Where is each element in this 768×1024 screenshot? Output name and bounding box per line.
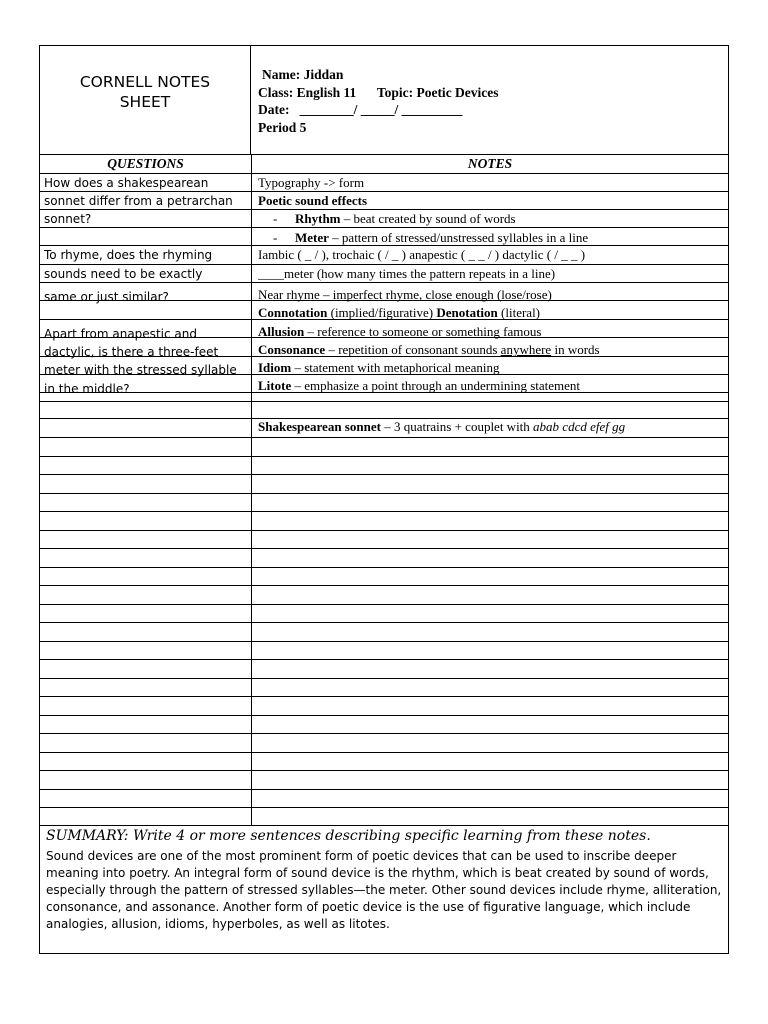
notes-heading: NOTES xyxy=(467,156,513,171)
rule xyxy=(40,789,728,790)
rule xyxy=(40,733,728,734)
term-allusion: Allusion xyxy=(258,324,305,339)
column-divider xyxy=(251,154,252,825)
note-line xyxy=(258,341,728,359)
rhyme-scheme: abab cdcd efef gg xyxy=(533,419,626,434)
note-line: Poetic sound effects xyxy=(258,193,368,208)
term-idiom: Idiom xyxy=(258,360,292,375)
rule xyxy=(40,474,728,475)
sheet-title-line-1: CORNELL NOTES xyxy=(79,73,211,91)
question-line: sonnet? xyxy=(44,212,92,226)
student-info-cell xyxy=(251,46,728,154)
rule xyxy=(40,659,728,660)
question-line: sounds need to be exactly xyxy=(44,267,203,281)
underlined-word: anywhere xyxy=(500,342,552,357)
summary-divider xyxy=(40,825,728,826)
rule xyxy=(40,641,728,642)
rule xyxy=(40,511,728,512)
rule xyxy=(40,437,728,438)
rule xyxy=(40,752,728,753)
class-topic-line xyxy=(258,84,728,102)
definition: – 3 quatrains + couplet with xyxy=(380,419,534,434)
note-line: Near rhyme – imperfect rhyme, close enough (lose/rose) xyxy=(258,287,552,302)
note-line: Iambic ( _ / ), trochaic ( / _ ) anapestic ( _ _ / ) dactylic ( / _ _ ) xyxy=(258,247,586,262)
rule xyxy=(40,770,728,771)
definition: (implied/figurative) xyxy=(327,305,437,320)
question-line: same or just similar? xyxy=(44,290,169,304)
rule xyxy=(40,715,728,716)
rule xyxy=(40,585,728,586)
summary-body: Sound devices are one of the most prominent form of poetic devices that can be used to inscribe deeper meaning into poetry. An integral form of sound device is the rhythm, which is beat created by sound of words, especially through the pattern of stressed syllables—the meter. Other sound devices include rhyme, alliteration, consonance, and assonance. Another form of poetic device is the use of figurative language, which include analogies, allusion, idioms, hyperboles, as well as litotes. xyxy=(46,849,722,931)
question-line: dactylic, is there a three-feet xyxy=(44,345,219,359)
term-connotation: Connotation xyxy=(258,305,328,320)
topic-label: Topic: xyxy=(376,84,414,100)
question-line: sonnet differ from a petrarchan xyxy=(44,194,233,208)
definition: – pattern of stressed/unstressed syllables in a line xyxy=(328,230,589,245)
rule xyxy=(40,807,728,808)
rule xyxy=(40,696,728,697)
question-line: How does a shakespearean xyxy=(44,176,209,190)
definition: (literal) xyxy=(497,305,541,320)
note-line xyxy=(258,359,728,377)
title-cell xyxy=(40,46,251,154)
summary-heading: SUMMARY: Write 4 or more sentences describing specific learning from these notes. xyxy=(46,828,651,844)
sheet-title-line-2: SHEET xyxy=(119,93,171,111)
rule xyxy=(40,456,728,457)
name-label: Name: xyxy=(262,67,301,82)
term-litote: Litote xyxy=(258,378,292,393)
definition: – emphasize a point through an undermining statement xyxy=(291,378,581,393)
note-line xyxy=(258,323,728,341)
name-line xyxy=(258,66,728,84)
note-line xyxy=(258,377,728,395)
questions-heading: QUESTIONS xyxy=(107,156,184,171)
note-line xyxy=(258,304,728,322)
question-line: To rhyme, does the rhyming xyxy=(44,248,213,262)
term-rhythm: Rhythm xyxy=(295,211,341,226)
note-line: - Meter – pattern of stressed/unstressed syllables in a line xyxy=(273,230,589,245)
rule xyxy=(40,548,728,549)
definition: in words xyxy=(551,342,600,357)
class-value: English 11 xyxy=(296,84,357,100)
rule xyxy=(40,622,728,623)
period-line: Period 5 xyxy=(258,119,307,135)
rule xyxy=(40,530,728,531)
definition: – beat created by sound of words xyxy=(340,211,516,226)
term-meter: Meter xyxy=(295,230,329,245)
note-line: Typography -> form xyxy=(258,175,365,190)
question-line: meter with the stressed syllable xyxy=(44,363,237,377)
definition: – statement with metaphorical meaning xyxy=(291,360,500,375)
term-denotation: Denotation xyxy=(436,305,498,320)
question-line: in the middle? xyxy=(44,382,130,396)
note-line xyxy=(258,418,728,436)
rule xyxy=(40,401,728,402)
term-shakespearean-sonnet: Shakespearean sonnet xyxy=(258,419,381,434)
rule xyxy=(40,567,728,568)
definition: – reference to someone or something famous xyxy=(304,324,542,339)
date-line: Date: ________/ _____/ _________ xyxy=(258,102,463,117)
sheet-title xyxy=(40,72,250,112)
rule xyxy=(40,604,728,605)
note-line: ____meter (how many times the pattern repeats in a line) xyxy=(258,266,556,281)
note-line: - Rhythm – beat created by sound of words xyxy=(273,211,516,226)
rule xyxy=(40,678,728,679)
topic-value: Poetic Devices xyxy=(416,84,499,100)
class-label: Class: xyxy=(258,84,294,100)
term-consonance: Consonance xyxy=(258,342,326,357)
cornell-notes-sheet xyxy=(39,45,729,954)
rule xyxy=(40,493,728,494)
definition: – repetition of consonant sounds xyxy=(325,342,501,357)
name-value: Jiddan xyxy=(303,67,344,82)
question-line: Apart from anapestic and xyxy=(44,327,197,341)
